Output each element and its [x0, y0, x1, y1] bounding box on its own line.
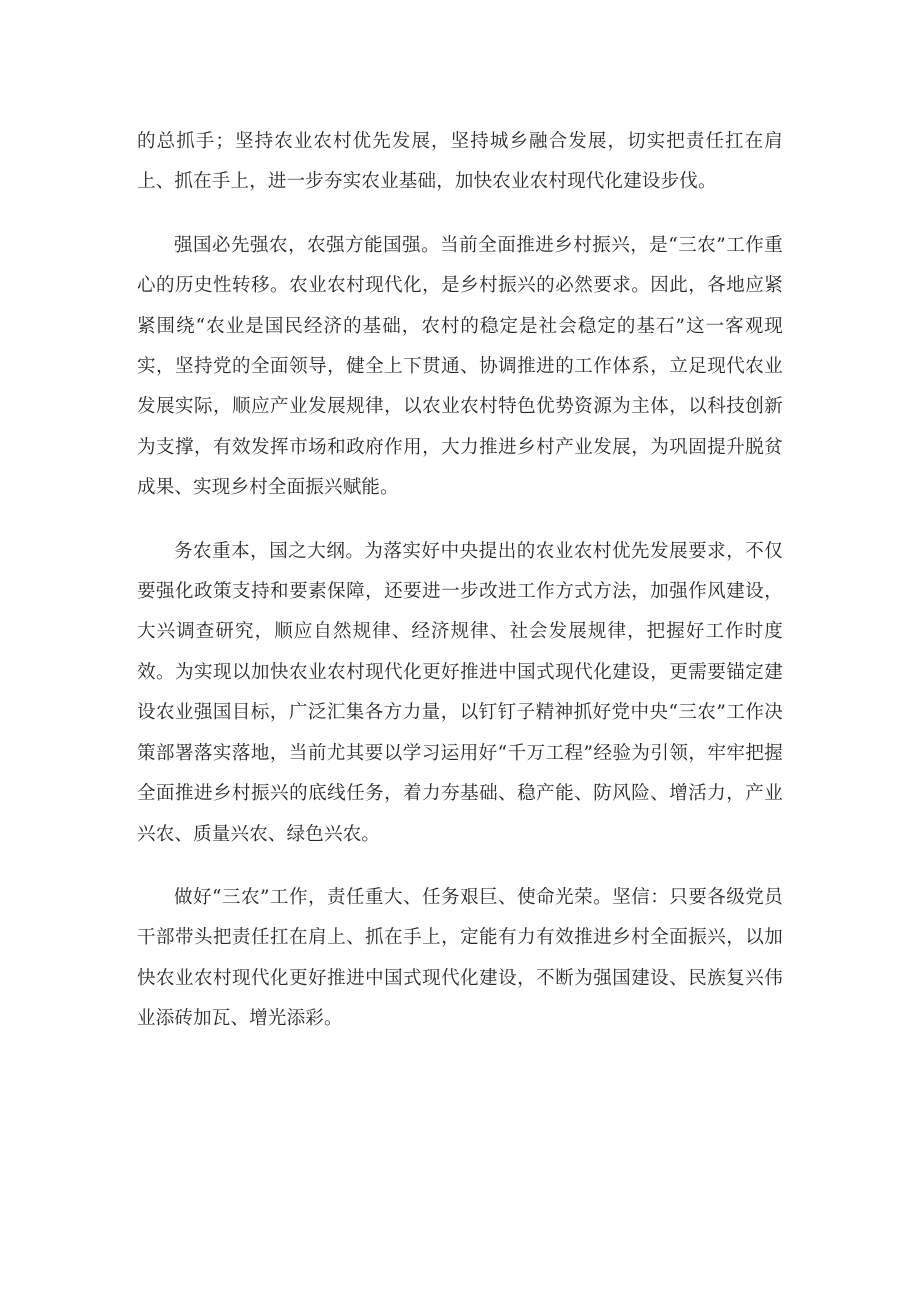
paragraph-1: 的总抓手；坚持农业农村优先发展，坚持城乡融合发展，切实把责任扛在肩上、抓在手上，进一步夯实农业基础，加快农业农村现代化建设步伐。: [137, 131, 783, 193]
paragraph-3: 务农重本，国之大纲。为落实好中央提出的农业农村优先发展要求，不仅要强化政策支持和要素保障，还要进一步改进工作方式方法，加强作风建设，大兴调查研究，顺应自然规律、经济规律、社会发展规律，把握好工作时度效。为实现以加快农业农村现代化更好推进中国式现代化建设，更需要锚定建设农业强国目标，广泛汇集各方力量，以钉钉子精神抓好党中央“三农”工作决策部署落实落地，当前尤其要以学习运用好“千万工程”经验为引领，牢牢把握全面推进乡村振兴的底线任务，着力夯基础、稳产能、防风险、增活力，产业兴农、质量兴农、绿色兴农。: [137, 540, 783, 845]
document-body: [137, 122, 783, 1063]
paragraph-4: 做好“三农”工作，责任重大、任务艰巨、使命光荣。坚信：只要各级党员干部带头把责任扛在肩上、抓在手上，定能有力有效推进乡村全面振兴，以加快农业农村现代化更好推进中国式现代化建设，不断为强国建设、民族复兴伟业添砖加瓦、增光添彩。: [137, 886, 783, 1030]
paragraph-2: 强国必先强农，农强方能国强。当前全面推进乡村振兴，是“三农”工作重心的历史性转移。农业农村现代化，是乡村振兴的必然要求。因此，各地应紧紧围绕“农业是国民经济的基础，农村的稳定是社会稳定的基石”这一客观现实，坚持党的全面领导，健全上下贯通、协调推进的工作体系，立足现代农业发展实际，顺应产业发展规律，以农业农村特色优势资源为主体，以科技创新为支撑，有效发挥市场和政府作用，大力推进乡村产业发展，为巩固提升脱贫成果、实现乡村全面振兴赋能。: [137, 234, 783, 499]
